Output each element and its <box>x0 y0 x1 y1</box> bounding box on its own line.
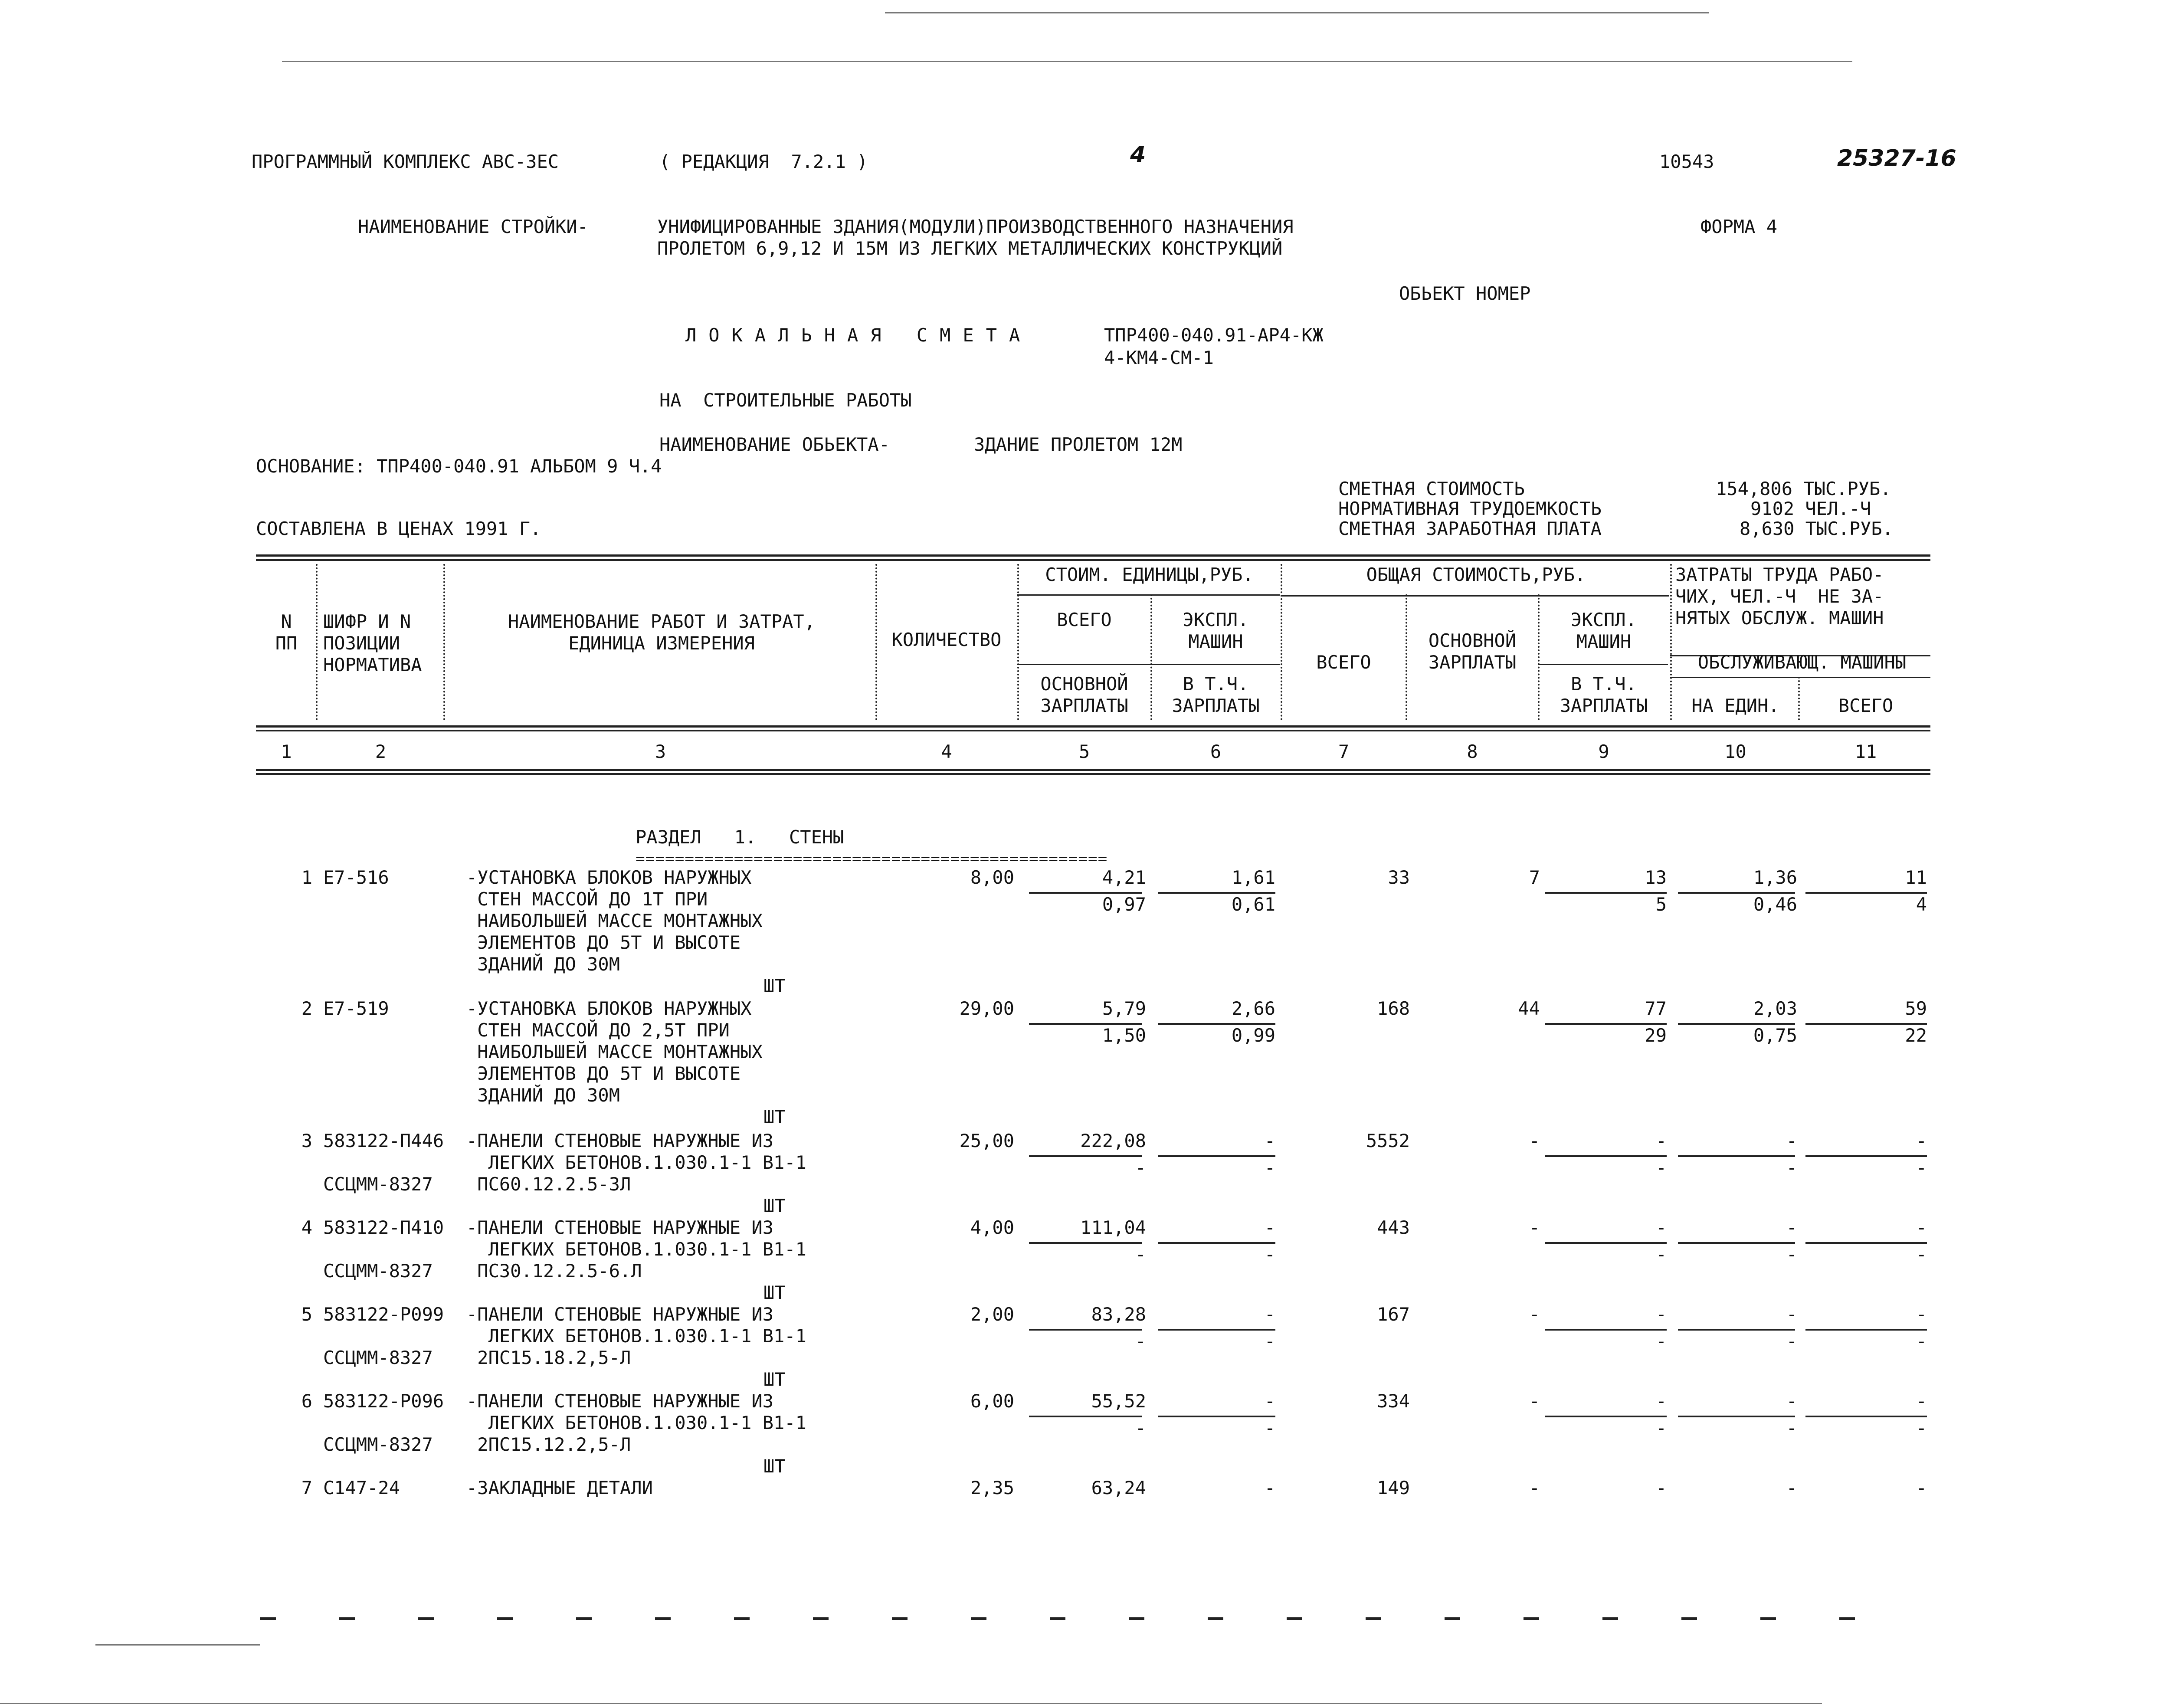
col-number: 7 <box>1338 741 1350 762</box>
row-c7: 5552 <box>1366 1130 1410 1151</box>
row-c5-wages: - <box>1135 1417 1146 1439</box>
summary-label-labor: НОРМАТИВНАЯ ТРУДОЕМКОСТЬ <box>1338 498 1602 519</box>
estimate-subtitle: НА СТРОИТЕЛЬНЫЕ РАБОТЫ <box>659 390 912 411</box>
program-name: ПРОГРАММНЫЙ КОМПЛЕКС АВС-3ЕС <box>252 151 559 172</box>
row-c11: - <box>1916 1304 1927 1325</box>
row-c7: 149 <box>1377 1477 1410 1498</box>
row-c9-wages: - <box>1655 1331 1667 1352</box>
row-c11: 59 <box>1905 998 1927 1019</box>
header-inner-rule <box>1281 595 1669 597</box>
header-inner-rule <box>1017 594 1280 596</box>
form-label: ФОРМА 4 <box>1700 216 1778 237</box>
row-c8: 7 <box>1529 867 1540 888</box>
row-description-line: ЛЕГКИХ БЕТОНОВ.1.030.1-1 В1-1 <box>466 1152 806 1173</box>
bottom-dash <box>1760 1617 1776 1620</box>
row-c11-wages: - <box>1916 1244 1927 1265</box>
object-number-label: ОБЬЕКТ НОМЕР <box>1399 283 1531 304</box>
row-c9-wages: - <box>1655 1157 1667 1178</box>
header-rule-top-1 <box>256 554 1930 557</box>
col-header-unit-base-wages: ОСНОВНОЙ ЗАРПЛАТЫ <box>1040 673 1128 716</box>
row-description-line: ЛЕГКИХ БЕТОНОВ.1.030.1-1 В1-1 <box>466 1412 806 1433</box>
row-c6: - <box>1264 1390 1275 1412</box>
row-c11-wages: 4 <box>1916 894 1927 915</box>
section-title: РАЗДЕЛ 1. СТЕНЫ <box>636 826 844 848</box>
row-unit: ШТ <box>763 1456 786 1477</box>
col-header-total-base-wages: ОСНОВНОЙ ЗАРПЛАТЫ <box>1428 630 1517 673</box>
row-c9: - <box>1655 1130 1667 1151</box>
row-c10: 1,36 <box>1753 867 1797 888</box>
summary-label-wages: СМЕТНАЯ ЗАРАБОТНАЯ ПЛАТА <box>1338 518 1602 539</box>
header-rule-bottom-2 <box>256 773 1930 775</box>
row-c6: 2,66 <box>1231 998 1275 1019</box>
row-unit: ШТ <box>763 1369 786 1390</box>
construction-name-line1: УНИФИЦИРОВАННЫЕ ЗДАНИЯ(МОДУЛИ)ПРОИЗВОДСТВЕННОГО НАЗНАЧЕНИЯ <box>657 216 1294 237</box>
bottom-dash <box>1524 1617 1539 1620</box>
row-c5: 5,79 <box>1102 998 1146 1019</box>
row-c8: - <box>1529 1217 1540 1238</box>
row-description-line: ЭЛЕМЕНТОВ ДО 5Т И ВЫСОТЕ <box>466 932 741 953</box>
row-c6-wages: - <box>1264 1244 1275 1265</box>
bottom-dash <box>892 1617 908 1620</box>
row-unit: ШТ <box>763 1106 786 1128</box>
bottom-dash <box>1366 1617 1381 1620</box>
bottom-dash <box>813 1617 829 1620</box>
row-c10: - <box>1786 1390 1797 1412</box>
row-c10-wages: - <box>1786 1417 1797 1439</box>
col-number: 9 <box>1598 741 1609 762</box>
bottom-dash <box>260 1617 276 1620</box>
row-description-line: -ПАНЕЛИ СТЕНОВЫЕ НАРУЖНЫЕ ИЗ <box>466 1390 774 1412</box>
row-c10-wages: 0,75 <box>1753 1025 1797 1046</box>
col-header-labor: ЗАТРАТЫ ТРУДА РАБО- ЧИХ, ЧЕЛ.-Ч НЕ ЗА- НЯТЫХ ОБСЛУЖ. МАШИН <box>1675 564 1884 629</box>
col-header-num: N ПП <box>275 611 298 654</box>
row-c8: - <box>1529 1390 1540 1412</box>
row-description-line: СТЕН МАССОЙ ДО 2,5Т ПРИ <box>466 1020 730 1041</box>
bottom-dash <box>576 1617 592 1620</box>
scan-line-second <box>282 61 1852 62</box>
col-header-labor-total: ВСЕГО <box>1838 695 1894 716</box>
col-number: 10 <box>1724 741 1746 762</box>
row-code-secondary: ССЦММ-8327 <box>323 1260 433 1282</box>
col-sep <box>1281 564 1284 720</box>
row-c6: - <box>1264 1304 1275 1325</box>
row-c6: - <box>1264 1130 1275 1151</box>
prices-line: СОСТАВЛЕНА В ЦЕНАХ 1991 Г. <box>256 518 541 539</box>
row-code-secondary: ССЦММ-8327 <box>323 1174 433 1195</box>
row-code: 583122-П446 <box>323 1130 444 1151</box>
row-c9-wages: - <box>1655 1244 1667 1265</box>
row-code: С147-24 <box>323 1477 400 1498</box>
summary-value-wages: 8,630 ТЫС.РУБ. <box>1740 518 1894 539</box>
row-c6-wages: 0,61 <box>1231 894 1275 915</box>
row-quantity: 29,00 <box>959 998 1014 1019</box>
row-c11: 11 <box>1905 867 1927 888</box>
row-c5: 63,24 <box>1091 1477 1146 1498</box>
col-header-total-machines: ЭКСПЛ. МАШИН <box>1571 609 1637 652</box>
bottom-dash <box>655 1617 671 1620</box>
row-c5: 4,21 <box>1102 867 1146 888</box>
row-description-line: НАИБОЛЬШЕЙ МАССЕ МОНТАЖНЫХ <box>466 1041 763 1062</box>
row-description-line: ПС60.12.2.5-3Л <box>466 1174 631 1195</box>
row-description-line: 2ПС15.12.2,5-Л <box>466 1434 631 1455</box>
object-name: ЗДАНИЕ ПРОЛЕТОМ 12М <box>974 434 1183 455</box>
row-c8: - <box>1529 1130 1540 1151</box>
page-number: 4 <box>1130 142 1146 168</box>
col-number: 6 <box>1210 741 1222 762</box>
row-code: 583122-Р096 <box>323 1390 444 1412</box>
row-c11: - <box>1916 1217 1927 1238</box>
row-c11-wages: - <box>1916 1331 1927 1352</box>
col-number: 2 <box>375 741 387 762</box>
row-c11-wages: 22 <box>1905 1025 1927 1046</box>
row-number: 5 <box>301 1304 312 1325</box>
row-c8: 44 <box>1518 998 1540 1019</box>
row-c11: - <box>1916 1130 1927 1151</box>
row-c7: 443 <box>1377 1217 1410 1238</box>
edition-label: ( РЕДАКЦИЯ 7.2.1 ) <box>659 151 868 172</box>
col-header-labor-machines: ОБСЛУЖИВАЮЩ. МАШИНЫ <box>1697 652 1907 673</box>
estimate-code-line1: ТПР400-040.91-АР4-КЖ <box>1104 325 1324 346</box>
row-c10-wages: 0,46 <box>1753 894 1797 915</box>
col-number: 8 <box>1467 741 1478 762</box>
row-c11: - <box>1916 1477 1927 1498</box>
col-sep <box>1150 594 1154 720</box>
row-description-line: -УСТАНОВКА БЛОКОВ НАРУЖНЫХ <box>466 867 752 888</box>
row-quantity: 8,00 <box>970 867 1014 888</box>
basis-line: ОСНОВАНИЕ: ТПР400-040.91 АЛЬБОМ 9 Ч.4 <box>256 456 662 477</box>
row-c9-wages: 5 <box>1655 894 1667 915</box>
row-c10: - <box>1786 1130 1797 1151</box>
row-c6: - <box>1264 1477 1275 1498</box>
row-c5: 222,08 <box>1080 1130 1146 1151</box>
bottom-dash <box>971 1617 986 1620</box>
scan-line-bottom-left <box>95 1644 260 1646</box>
row-number: 2 <box>301 998 312 1019</box>
bottom-dash <box>1602 1617 1618 1620</box>
row-c11-wages: - <box>1916 1417 1927 1439</box>
col-header-unit-incl-wages: В Т.Ч. ЗАРПЛАТЫ <box>1172 673 1260 716</box>
row-c7: 33 <box>1388 867 1410 888</box>
row-unit: ШТ <box>763 1195 786 1216</box>
row-c9: 77 <box>1645 998 1667 1019</box>
row-description-line: -УСТАНОВКА БЛОКОВ НАРУЖНЫХ <box>466 998 752 1019</box>
object-label: НАИМЕНОВАНИЕ ОБЬЕКТА- <box>659 434 890 455</box>
row-c7: 334 <box>1377 1390 1410 1412</box>
row-c8: - <box>1529 1477 1540 1498</box>
row-code: Е7-516 <box>323 867 389 888</box>
document-code: 10543 <box>1659 151 1714 172</box>
bottom-dash <box>1208 1617 1223 1620</box>
col-sep <box>875 564 879 720</box>
row-c6-wages: - <box>1264 1331 1275 1352</box>
row-c11-wages: - <box>1916 1157 1927 1178</box>
col-header-code: ШИФР И N ПОЗИЦИИ НОРМАТИВА <box>323 611 422 675</box>
row-c7: 167 <box>1377 1304 1410 1325</box>
bottom-dash <box>1839 1617 1855 1620</box>
row-c5: 83,28 <box>1091 1304 1146 1325</box>
row-c5-wages: - <box>1135 1244 1146 1265</box>
row-c5: 55,52 <box>1091 1390 1146 1412</box>
row-c5-wages: 1,50 <box>1102 1025 1146 1046</box>
row-code: 583122-П410 <box>323 1217 444 1238</box>
row-code-secondary: ССЦММ-8327 <box>323 1434 433 1455</box>
row-description-line: СТЕН МАССОЙ ДО 1Т ПРИ <box>466 888 708 910</box>
row-unit: ШТ <box>763 975 786 997</box>
row-description-line: -ЗАКЛАДНЫЕ ДЕТАЛИ <box>466 1477 653 1498</box>
row-c6: 1,61 <box>1231 867 1275 888</box>
row-c11: - <box>1916 1390 1927 1412</box>
row-c10-wages: - <box>1786 1244 1797 1265</box>
row-c9: - <box>1655 1304 1667 1325</box>
row-quantity: 2,35 <box>970 1477 1014 1498</box>
row-c9: 13 <box>1645 867 1667 888</box>
row-description-line: ЗДАНИЙ ДО 30М <box>466 1085 620 1106</box>
col-header-total-cost: ОБЩАЯ СТОИМОСТЬ,РУБ. <box>1366 564 1586 585</box>
row-number: 1 <box>301 867 312 888</box>
row-c10-wages: - <box>1786 1157 1797 1178</box>
col-sep <box>443 564 447 720</box>
col-number: 3 <box>655 741 666 762</box>
bottom-dash <box>1681 1617 1697 1620</box>
row-c10: - <box>1786 1477 1797 1498</box>
row-c7: 168 <box>1377 998 1410 1019</box>
row-description-line: 2ПС15.18.2,5-Л <box>466 1347 631 1368</box>
construction-name-line2: ПРОЛЕТОМ 6,9,12 И 15М ИЗ ЛЕГКИХ МЕТАЛЛИЧЕСКИХ КОНСТРУКЦИЙ <box>657 238 1283 259</box>
col-header-work-name: НАИМЕНОВАНИЕ РАБОТ И ЗАТРАТ, ЕДИНИЦА ИЗМЕРЕНИЯ <box>508 611 815 654</box>
row-c6-wages: - <box>1264 1157 1275 1178</box>
row-code-secondary: ССЦММ-8327 <box>323 1347 433 1368</box>
header-rule-bottom <box>256 769 1930 771</box>
construction-label: НАИМЕНОВАНИЕ СТРОЙКИ- <box>358 216 589 237</box>
col-header-quantity: КОЛИЧЕСТВО <box>891 629 1002 650</box>
row-c5-wages: - <box>1135 1157 1146 1178</box>
row-code: Е7-519 <box>323 998 389 1019</box>
col-number: 4 <box>941 741 952 762</box>
col-sep <box>1670 564 1674 720</box>
row-c9: - <box>1655 1477 1667 1498</box>
col-header-unit-total: ВСЕГО <box>1057 609 1112 630</box>
bottom-dash <box>1287 1617 1302 1620</box>
row-quantity: 6,00 <box>970 1390 1014 1412</box>
row-description-line: ЛЕГКИХ БЕТОНОВ.1.030.1-1 В1-1 <box>466 1325 806 1347</box>
bottom-dash <box>339 1617 355 1620</box>
row-quantity: 4,00 <box>970 1217 1014 1238</box>
row-c5-wages: 0,97 <box>1102 894 1146 915</box>
col-number: 11 <box>1854 741 1877 762</box>
header-inner-rule <box>1670 677 1930 678</box>
bottom-dash <box>1445 1617 1460 1620</box>
row-c9-wages: - <box>1655 1417 1667 1439</box>
row-c10: - <box>1786 1304 1797 1325</box>
summary-label-cost: СМЕТНАЯ СТОИМОСТЬ <box>1338 478 1525 499</box>
scan-line-top <box>885 12 1709 13</box>
row-c5: 111,04 <box>1080 1217 1146 1238</box>
row-quantity: 2,00 <box>970 1304 1014 1325</box>
col-header-total-all: ВСЕГО <box>1316 652 1371 673</box>
row-c9: - <box>1655 1217 1667 1238</box>
row-c6-wages: - <box>1264 1417 1275 1439</box>
row-unit: ШТ <box>763 1282 786 1303</box>
row-description-line: -ПАНЕЛИ СТЕНОВЫЕ НАРУЖНЫЕ ИЗ <box>466 1217 774 1238</box>
header-rule-top-2 <box>256 559 1930 561</box>
row-c10: 2,03 <box>1753 998 1797 1019</box>
col-header-unit-machines: ЭКСПЛ. МАШИН <box>1183 609 1249 652</box>
header-inner-rule <box>1538 664 1668 665</box>
row-quantity: 25,00 <box>959 1130 1014 1151</box>
row-description-line: ЭЛЕМЕНТОВ ДО 5Т И ВЫСОТЕ <box>466 1063 741 1084</box>
row-code: 583122-Р099 <box>323 1304 444 1325</box>
col-header-labor-per-unit: НА ЕДИН. <box>1691 695 1779 716</box>
summary-value-labor: 9102 ЧЕЛ.-Ч <box>1750 498 1871 519</box>
row-number: 6 <box>301 1390 312 1412</box>
row-description-line: -ПАНЕЛИ СТЕНОВЫЕ НАРУЖНЫЕ ИЗ <box>466 1130 774 1151</box>
row-c8: - <box>1529 1304 1540 1325</box>
col-number: 5 <box>1078 741 1090 762</box>
bottom-dash <box>418 1617 434 1620</box>
row-description-line: НАИБОЛЬШЕЙ МАССЕ МОНТАЖНЫХ <box>466 910 763 931</box>
section-underline: ================================================ <box>636 850 1108 868</box>
row-description-line: -ПАНЕЛИ СТЕНОВЫЕ НАРУЖНЫЕ ИЗ <box>466 1304 774 1325</box>
row-number: 3 <box>301 1130 312 1151</box>
col-header-unit-cost: СТОИМ. ЕДИНИЦЫ,РУБ. <box>1045 564 1254 585</box>
row-c6-wages: 0,99 <box>1231 1025 1275 1046</box>
bottom-dash <box>497 1617 513 1620</box>
col-sep <box>316 564 319 720</box>
header-rule-mid-2 <box>256 730 1930 731</box>
row-description-line: ЛЕГКИХ БЕТОНОВ.1.030.1-1 В1-1 <box>466 1239 806 1260</box>
row-c9: - <box>1655 1390 1667 1412</box>
col-sep <box>1406 594 1409 720</box>
header-rule-mid <box>256 725 1930 728</box>
bottom-dash <box>734 1617 750 1620</box>
row-c5-wages: - <box>1135 1331 1146 1352</box>
row-description-line: ПС30.12.2.5-6.Л <box>466 1260 642 1282</box>
scan-line-bottom <box>0 1703 1822 1704</box>
estimate-code-line2: 4-КМ4-СМ-1 <box>1104 347 1214 368</box>
col-header-total-incl-wages: В Т.Ч. ЗАРПЛАТЫ <box>1560 673 1648 716</box>
row-number: 7 <box>301 1477 312 1498</box>
header-inner-rule <box>1017 664 1280 665</box>
estimate-title: ЛОКАЛЬНАЯ СМЕТА <box>685 325 1032 346</box>
handwritten-doc-number: 25327-16 <box>1837 145 1956 171</box>
row-c10: - <box>1786 1217 1797 1238</box>
row-c9-wages: 29 <box>1645 1025 1667 1046</box>
bottom-dash <box>1129 1617 1144 1620</box>
row-c6: - <box>1264 1217 1275 1238</box>
row-number: 4 <box>301 1217 312 1238</box>
row-c10-wages: - <box>1786 1331 1797 1352</box>
bottom-dash <box>1050 1617 1065 1620</box>
summary-value-cost: 154,806 ТЫС.РУБ. <box>1716 478 1891 499</box>
col-number: 1 <box>281 741 292 762</box>
row-description-line: ЗДАНИЙ ДО 30М <box>466 954 620 975</box>
